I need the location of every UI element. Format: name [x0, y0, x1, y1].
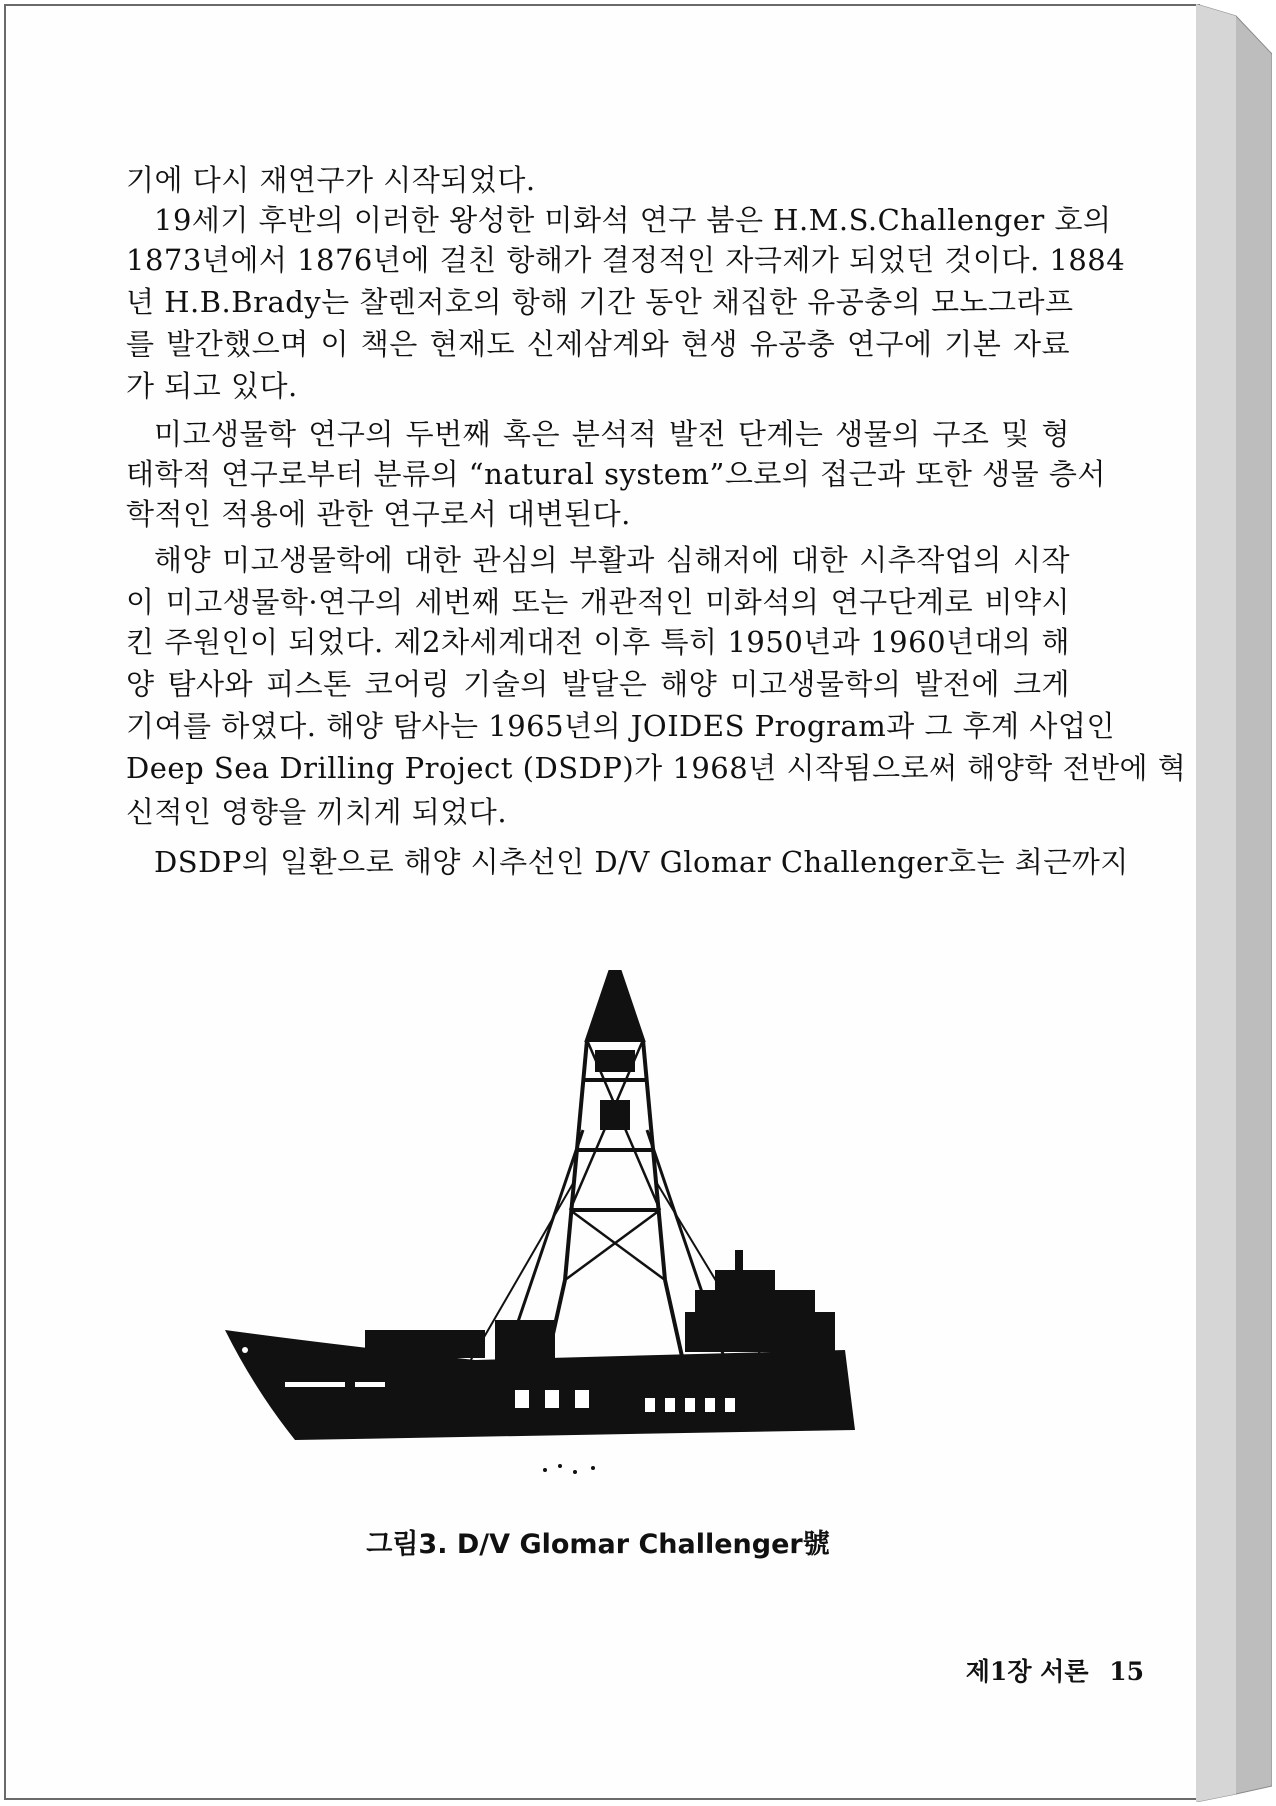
- text-line: 미고생물학 연구의 두번째 혹은 분석적 발전 단계는 생물의 구조 및 형: [154, 417, 1070, 451]
- page-number: 15: [1109, 1657, 1144, 1686]
- page-footer: [954, 1652, 1144, 1688]
- book-edge: [1196, 4, 1272, 1802]
- text-line: DSDP의 일환으로 해양 시추선인 D/V Glomar Challenger호는 최근까지: [154, 845, 1129, 879]
- text-line: 신적인 영향을 끼치게 되었다.: [126, 795, 508, 829]
- text-line: Deep Sea Drilling Project (DSDP)가 1968년 시작됨으로써 해양학 전반에 혁: [126, 751, 1187, 785]
- text-line: 학적인 적용에 관한 연구로서 대변된다.: [126, 497, 631, 531]
- text-line: 양 탐사와 피스톤 코어링 기술의 발달은 해양 미고생물학의 발전에 크게: [126, 667, 1070, 701]
- chapter-title: 제1장 서론: [965, 1657, 1089, 1686]
- figure-caption: 그림3. D/V Glomar Challenger號: [366, 1529, 830, 1560]
- text-line: 가 되고 있다.: [126, 369, 298, 403]
- text-line: 킨 주원인이 되었다. 제2차세계대전 이후 특히 1950년과 1960년대의 해: [126, 625, 1070, 659]
- text-line: 기에 다시 재연구가 시작되었다.: [126, 163, 536, 197]
- text-line: 를 발간했으며 이 책은 현재도 신제삼계와 현생 유공충 연구에 기본 자료: [126, 327, 1070, 361]
- text-line: 기여를 하였다. 해양 탐사는 1965년의 JOIDES Program과 그 후계 사업인: [126, 709, 1115, 743]
- text-line: 해양 미고생물학에 대한 관심의 부활과 심해저에 대한 시추작업의 시작: [154, 543, 1070, 577]
- text-line: 년 H.B.Brady는 찰렌저호의 항해 기간 동안 채집한 유공충의 모노그라프: [126, 285, 1074, 319]
- text-line: 1873년에서 1876년에 걸친 항해가 결정적인 자극제가 되었던 것이다. 1884: [126, 243, 1126, 277]
- text-line: 태학적 연구로부터 분류의 “natural system”으로의 접근과 또한 생물 층서: [126, 457, 1106, 491]
- text-line: 19세기 후반의 이러한 왕성한 미화석 연구 붐은 H.M.S.Challenger 호의: [154, 203, 1112, 237]
- text-line: 이 미고생물학·연구의 세번째 또는 개관적인 미화석의 연구단계로 비약시: [126, 585, 1070, 619]
- drilling-ship-illustration: [215, 950, 915, 1490]
